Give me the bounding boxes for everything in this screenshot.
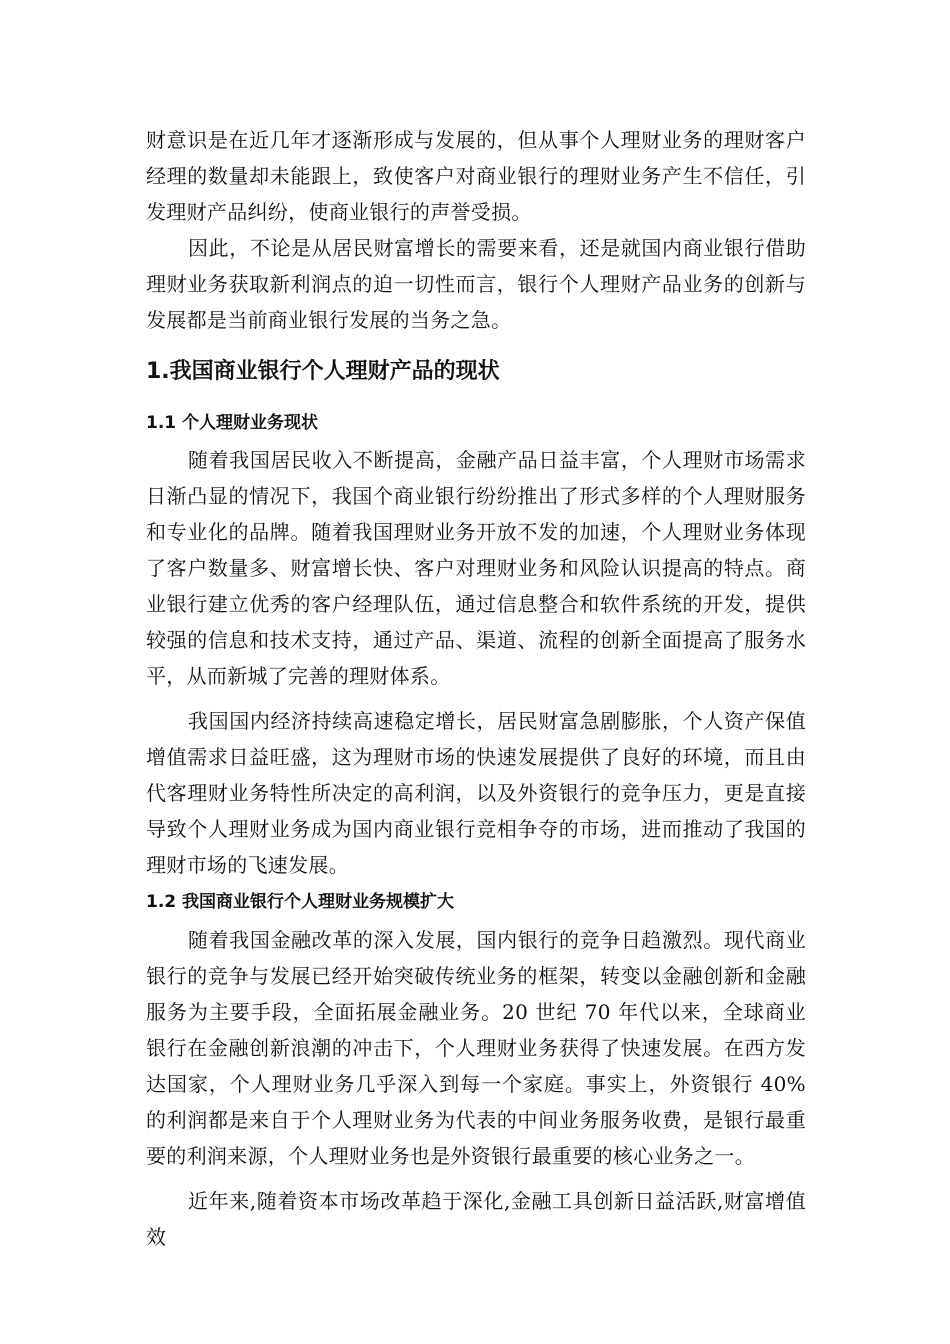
paragraph-text: 因此，不论是从居民财富增长的需要来看，还是就国内商业银行借助理财业务获取新利润点的迫一切性而言，银行个人理财产品业务的创新与发展都是当前商业银行发展的当务之急。	[146, 236, 806, 332]
paragraph-economy	[146, 703, 806, 883]
heading-text: 1.1 个人理财业务现状	[146, 413, 319, 433]
paragraph-text: 随着我国金融改革的深入发展，国内银行的竞争日趋激烈。现代商业银行的竞争与发展已经开始突破传统业务的框架，转变以金融创新和金融服务为主要手段，全面拓展金融业务。20 世纪 70 年代以来，全球商业银行在金融创新浪潮的冲击下，个人理财业务获得了快速发展。在西方发达国家，个人理财业务几乎深入到每一个家庭。事实上，外资银行 40%的利润都是来自于个人理财业务为代表的中间业务服务收费，是银行最重要的利润来源，个人理财业务也是外资银行最重要的核心业务之一。	[146, 928, 806, 1168]
paragraph-recent-years	[146, 1183, 806, 1255]
paragraph-current-status	[146, 442, 806, 694]
paragraph-text: 近年来,随着资本市场改革趋于深化,金融工具创新日益活跃,财富增值效	[146, 1189, 806, 1249]
heading-text: 1.2 我国商业银行个人理财业务规模扩大	[146, 892, 455, 912]
paragraph-text: 随着我国居民收入不断提高，金融产品日益丰富，个人理财市场需求日渐凸显的情况下，我国个商业银行纷纷推出了形式多样的个人理财服务和专业化的品牌。随着我国理财业务开放不发的加速，个人理财业务体现了客户数量多、财富增长快、客户对理财业务和风险认识提高的特点。商业银行建立优秀的客户经理队伍，通过信息整合和软件系统的开发，提供较强的信息和技术支持，通过产品、渠道、流程的创新全面提高了服务水平，从而新城了完善的理财体系。	[146, 448, 806, 688]
paragraph-finance-reform	[146, 922, 806, 1174]
paragraph-text: 财意识是在近几年才逐渐形成与发展的，但从事个人理财业务的理财客户经理的数量却未能跟上，致使客户对商业银行的理财业务产生不信任，引发理财产品纠纷，使商业银行的声誉受损。	[146, 128, 806, 224]
paragraph-continued	[146, 122, 806, 230]
subsection-heading-1-1	[146, 410, 806, 436]
heading-text: 1.我国商业银行个人理财产品的现状	[146, 359, 500, 384]
paragraph-therefore	[146, 230, 806, 338]
subsection-heading-1-2	[146, 889, 806, 915]
paragraph-text: 我国国内经济持续高速稳定增长，居民财富急剧膨胀，个人资产保值增值需求日益旺盛，这为理财市场的快速发展提供了良好的环境，而且由代客理财业务特性所决定的高利润，以及外资银行的竞争压力，更是直接导致个人理财业务成为国内商业银行竞相争夺的市场，进而推动了我国的理财市场的飞速发展。	[146, 709, 806, 877]
section-heading-1	[146, 357, 806, 387]
